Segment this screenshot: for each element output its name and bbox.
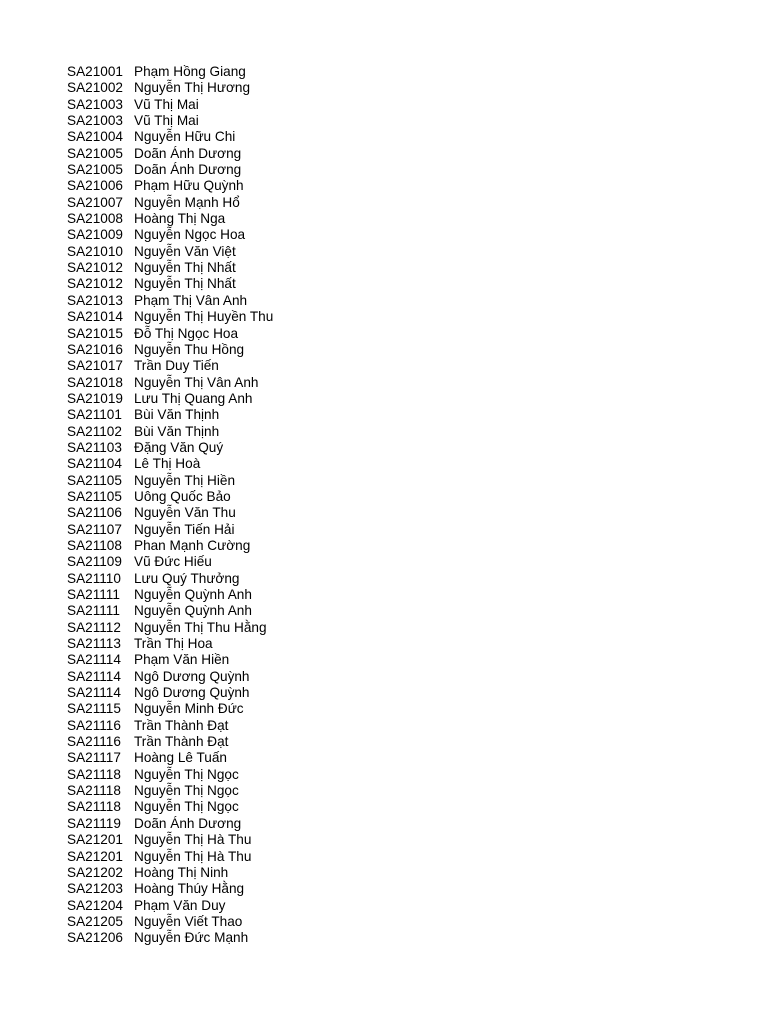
roster-row [67,636,273,652]
roster-row [67,260,273,276]
roster-row [67,701,273,717]
student-code: SA21013 [67,292,123,308]
student-name: Nguyễn Thị Nhất [134,260,236,276]
student-code: SA21019 [67,390,123,406]
roster-row [67,750,273,766]
student-name: Vũ Đức Hiếu [134,554,212,570]
student-code: SA21113 [67,636,121,652]
roster-row [67,734,273,750]
student-name: Ngô Dương Quỳnh [134,685,250,701]
student-code: SA21008 [67,211,123,227]
student-name: Phạm Văn Hiền [134,652,230,668]
student-code: SA21203 [67,881,123,897]
student-code: SA21204 [67,897,123,913]
student-code: SA21014 [67,309,123,325]
student-name: Vũ Thị Mai [134,96,199,112]
student-name: Nguyễn Quỳnh Anh [134,587,252,602]
student-code: SA21105 [67,472,122,488]
student-code: SA21105 [67,488,122,504]
student-code: SA21119 [67,815,121,831]
student-name: Trần Duy Tiến [134,358,219,374]
roster-row [67,849,273,865]
roster-row [67,80,273,96]
student-code: SA21114 [67,668,121,684]
student-name: Nguyễn Văn Việt [134,243,236,259]
student-code: SA21114 [67,652,121,668]
roster-row [67,522,273,538]
student-code: SA21118 [67,783,121,799]
roster-row [67,162,273,178]
student-code: SA21115 [67,701,121,717]
student-code: SA21116 [67,734,121,750]
roster-row [67,930,273,946]
student-code: SA21118 [67,766,121,782]
student-code: SA21205 [67,913,123,929]
roster-row [67,227,273,243]
student-name: Trần Thành Đạt [134,734,229,750]
student-name: Doãn Ánh Dương [134,162,242,178]
student-code: SA21016 [67,341,123,357]
student-code: SA21107 [67,521,122,537]
student-name: Nguyễn Thị Hiền [134,472,236,488]
roster-row [67,244,273,260]
student-name: Hoàng Thúy Hằng [134,881,245,897]
roster-row [67,620,273,636]
student-code: SA21201 [67,848,123,864]
roster-row [67,718,273,734]
student-name: Nguyễn Tiến Hải [134,521,235,537]
student-name: Bùi Văn Thịnh [134,407,220,423]
student-code: SA21012 [67,276,123,292]
roster-row [67,652,273,668]
student-name: Phạm Hữu Quỳnh [134,178,244,194]
student-name: Nguyễn Thị Vân Anh [134,374,259,390]
roster-row [67,865,273,881]
student-name: Ngô Dương Quỳnh [134,668,250,684]
student-code: SA21206 [67,930,123,946]
roster-row [67,358,273,374]
student-name: Hoàng Thị Nga [134,211,226,227]
roster-row [67,456,273,472]
student-code: SA21002 [67,80,123,96]
student-name: Nguyễn Viết Thao [134,913,243,929]
student-code: SA21101 [67,407,122,423]
roster-row [67,293,273,309]
roster-row [67,64,273,80]
roster-row [67,195,273,211]
roster-row [67,538,273,554]
student-name: Nguyễn Thị Thu Hằng [134,619,267,635]
student-name: Nguyễn Văn Thu [134,505,236,521]
student-roster [67,64,273,947]
student-name: Nguyễn Thị Hà Thu [134,832,252,848]
student-name: Nguyễn Thị Ngọc [134,799,239,815]
student-name: Uông Quốc Bảo [134,488,231,504]
student-name: Bùi Văn Thịnh [134,423,220,439]
student-code: SA21201 [67,832,123,848]
student-name: Nguyễn Quỳnh Anh [134,603,252,619]
student-name: Hoàng Thị Ninh [134,864,229,880]
roster-row [67,554,273,570]
student-code: SA21106 [67,505,122,521]
student-name: Nguyễn Thị Huyền Thu [134,309,274,325]
student-code: SA21114 [67,685,121,701]
student-code: SA21017 [67,358,123,374]
student-code: SA21102 [67,423,122,439]
student-name: Lưu Thị Quang Anh [134,390,253,406]
roster-row [67,375,273,391]
student-name: Đỗ Thị Ngọc Hoa [134,325,239,341]
student-name: Phạm Hồng Giang [134,64,246,79]
roster-row [67,489,273,505]
student-name: Doãn Ánh Dương [134,815,242,831]
student-name: Lưu Quý Thưởng [134,570,240,586]
student-code: SA21010 [67,243,123,259]
student-code: SA21112 [67,619,121,635]
roster-row [67,129,273,145]
student-name: Nguyễn Ngọc Hoa [134,227,246,243]
student-name: Nguyễn Đức Mạnh [134,930,249,946]
roster-row [67,685,273,701]
student-code: SA21003 [67,113,123,129]
roster-row [67,440,273,456]
student-name: Phan Mạnh Cường [134,537,251,553]
student-name: Nguyễn Thị Nhất [134,276,236,292]
student-code: SA21006 [67,178,123,194]
student-name: Vũ Thị Mai [134,113,199,129]
student-code: SA21118 [67,799,121,815]
roster-row [67,342,273,358]
roster-row [67,276,273,292]
student-name: Nguyễn Thị Ngọc [134,783,239,799]
roster-row [67,309,273,325]
student-code: SA21108 [67,537,122,553]
student-code: SA21015 [67,325,123,341]
student-name: Phạm Văn Duy [134,897,226,913]
student-code: SA21004 [67,129,123,145]
student-code: SA21009 [67,227,123,243]
roster-row [67,407,273,423]
roster-row [67,505,273,521]
student-code: SA21111 [67,603,120,619]
student-code: SA21005 [67,145,123,161]
roster-row [67,881,273,897]
roster-row [67,816,273,832]
roster-row [67,178,273,194]
roster-row [67,424,273,440]
student-code: SA21003 [67,96,123,112]
student-name: Doãn Ánh Dương [134,145,242,161]
student-name: Trần Thị Hoa [134,636,213,652]
roster-row [67,391,273,407]
roster-row [67,113,273,129]
roster-row [67,571,273,587]
student-code: SA21007 [67,194,123,210]
roster-row [67,211,273,227]
roster-row [67,326,273,342]
roster-row [67,473,273,489]
student-name: Nguyễn Mạnh Hổ [134,194,240,210]
student-name: Nguyễn Hữu Chi [134,129,236,145]
student-code: SA21104 [67,456,122,472]
roster-row [67,669,273,685]
student-name: Nguyễn Thị Hà Thu [134,848,252,864]
student-name: Trần Thành Đạt [134,717,229,733]
student-name: Phạm Thị Vân Anh [134,292,248,308]
roster-row [67,914,273,930]
roster-row [67,783,273,799]
student-code: SA21116 [67,717,121,733]
student-name: Nguyễn Thị Hương [134,80,250,96]
student-code: SA21202 [67,864,123,880]
student-name: Hoàng Lê Tuấn [134,750,227,766]
student-code: SA21109 [67,554,122,570]
roster-row [67,832,273,848]
roster-row [67,767,273,783]
student-name: Nguyễn Thu Hồng [134,341,245,357]
student-code: SA21018 [67,374,123,390]
roster-row [67,97,273,113]
student-name: Nguyễn Thị Ngọc [134,766,239,782]
student-name: Đặng Văn Quý [134,439,224,455]
student-code: SA21117 [67,750,121,766]
student-code: SA21111 [67,587,120,602]
student-code: SA21110 [67,570,121,586]
student-code: SA21005 [67,162,123,178]
roster-row [67,898,273,914]
roster-row [67,799,273,815]
roster-row [67,146,273,162]
student-code: SA21103 [67,439,122,455]
student-name: Nguyễn Minh Đức [134,701,244,717]
roster-row [67,603,273,619]
student-code: SA21001 [67,64,123,79]
roster-row [67,587,273,603]
student-code: SA21012 [67,260,123,276]
student-name: Lê Thị Hoà [134,456,201,472]
